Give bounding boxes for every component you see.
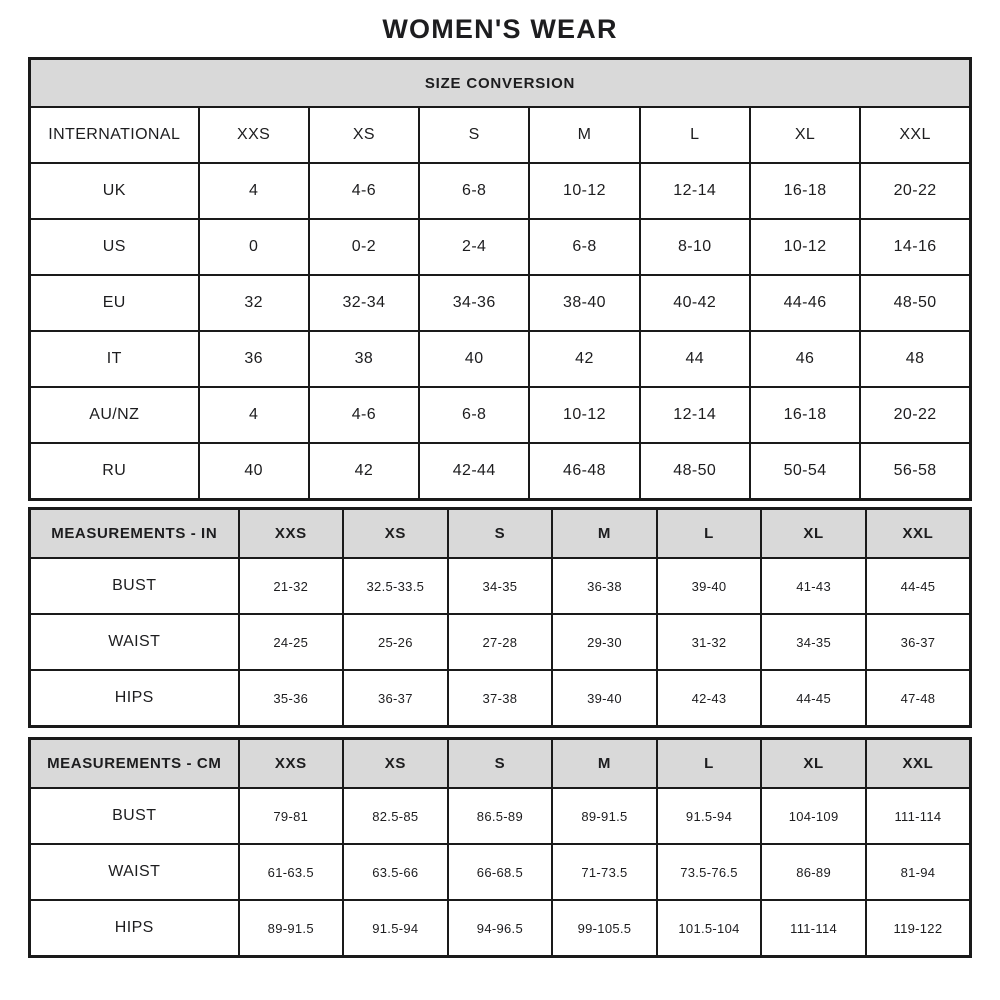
measurement-value-cell: 36-38 [552, 558, 657, 614]
measurement-value-cell: 119-122 [866, 900, 971, 957]
table-title-row [30, 59, 971, 108]
row-label-cell: AU/NZ [30, 387, 199, 443]
column-header-cell: XXS [239, 739, 344, 789]
size-value-cell: 44-46 [750, 275, 860, 331]
measurement-value-cell: 36-37 [343, 670, 448, 727]
measurement-value-cell: 42-43 [657, 670, 762, 727]
size-value-cell: 4 [199, 163, 309, 219]
row-label-cell: EU [30, 275, 199, 331]
size-value-cell: 40 [199, 443, 309, 500]
measurement-value-cell: 39-40 [657, 558, 762, 614]
table-row [30, 275, 971, 331]
measurement-value-cell: 81-94 [866, 844, 971, 900]
size-value-cell: 4-6 [309, 163, 419, 219]
column-header-cell: XL [761, 739, 866, 789]
table-title: MEASUREMENTS - IN [30, 509, 239, 559]
size-value-cell: 4 [199, 387, 309, 443]
column-header-row [30, 107, 971, 163]
table-row [30, 558, 971, 614]
size-value-cell: 32-34 [309, 275, 419, 331]
size-value-cell: 10-12 [529, 163, 639, 219]
size-value-cell: 12-14 [640, 387, 750, 443]
table-row [30, 844, 971, 900]
column-header-cell: S [448, 509, 553, 559]
column-header-cell: XL [761, 509, 866, 559]
table-row [30, 163, 971, 219]
size-conversion-table [28, 57, 972, 501]
measurement-value-cell: 29-30 [552, 614, 657, 670]
size-value-cell: 16-18 [750, 387, 860, 443]
measurement-value-cell: 104-109 [761, 788, 866, 844]
size-value-cell: 42 [529, 331, 639, 387]
measurement-value-cell: 79-81 [239, 788, 344, 844]
measurement-value-cell: 37-38 [448, 670, 553, 727]
measurement-value-cell: 82.5-85 [343, 788, 448, 844]
measurement-value-cell: 86.5-89 [448, 788, 553, 844]
row-label-cell: US [30, 219, 199, 275]
size-value-cell: 16-18 [750, 163, 860, 219]
column-header-cell: XXS [239, 509, 344, 559]
table-row [30, 614, 971, 670]
column-header-cell: XS [309, 107, 419, 163]
measurement-value-cell: 44-45 [866, 558, 971, 614]
page-title: WOMEN'S WEAR [382, 14, 618, 44]
size-value-cell: 34-36 [419, 275, 529, 331]
column-header-cell: XS [343, 509, 448, 559]
measurements-in-table [28, 507, 972, 728]
column-header-cell: INTERNATIONAL [30, 107, 199, 163]
measurement-value-cell: 44-45 [761, 670, 866, 727]
measurement-value-cell: 94-96.5 [448, 900, 553, 957]
measurement-value-cell: 63.5-66 [343, 844, 448, 900]
size-value-cell: 42 [309, 443, 419, 500]
measurements-cm-table [28, 737, 972, 958]
row-label-cell: RU [30, 443, 199, 500]
size-value-cell: 48-50 [860, 275, 970, 331]
measurement-value-cell: 47-48 [866, 670, 971, 727]
measurement-value-cell: 21-32 [239, 558, 344, 614]
measurement-value-cell: 27-28 [448, 614, 553, 670]
measurement-value-cell: 41-43 [761, 558, 866, 614]
table-row [30, 387, 971, 443]
measurement-value-cell: 101.5-104 [657, 900, 762, 957]
size-value-cell: 38-40 [529, 275, 639, 331]
size-value-cell: 20-22 [860, 163, 970, 219]
size-value-cell: 0 [199, 219, 309, 275]
column-header-cell: XXS [199, 107, 309, 163]
table-row [30, 788, 971, 844]
measurement-value-cell: 111-114 [761, 900, 866, 957]
column-header-cell: L [657, 739, 762, 789]
size-value-cell: 2-4 [419, 219, 529, 275]
measurement-value-cell: 89-91.5 [239, 900, 344, 957]
size-value-cell: 8-10 [640, 219, 750, 275]
size-value-cell: 46 [750, 331, 860, 387]
measurement-value-cell: 86-89 [761, 844, 866, 900]
measurement-value-cell: 89-91.5 [552, 788, 657, 844]
size-value-cell: 6-8 [529, 219, 639, 275]
measurement-value-cell: 34-35 [448, 558, 553, 614]
column-header-row [30, 509, 971, 559]
column-header-cell: M [552, 739, 657, 789]
column-header-cell: M [529, 107, 639, 163]
measurement-value-cell: 32.5-33.5 [343, 558, 448, 614]
row-label-cell: BUST [30, 788, 239, 844]
table-row [30, 443, 971, 500]
size-value-cell: 12-14 [640, 163, 750, 219]
table-row [30, 219, 971, 275]
row-label-cell: HIPS [30, 670, 239, 727]
table-row [30, 900, 971, 957]
size-value-cell: 32 [199, 275, 309, 331]
measurement-value-cell: 99-105.5 [552, 900, 657, 957]
column-header-cell: XL [750, 107, 860, 163]
size-value-cell: 14-16 [860, 219, 970, 275]
size-value-cell: 4-6 [309, 387, 419, 443]
column-header-row [30, 739, 971, 789]
column-header-cell: L [657, 509, 762, 559]
size-value-cell: 10-12 [529, 387, 639, 443]
row-label-cell: HIPS [30, 900, 239, 957]
size-value-cell: 56-58 [860, 443, 970, 500]
column-header-cell: L [640, 107, 750, 163]
size-value-cell: 36 [199, 331, 309, 387]
measurement-value-cell: 91.5-94 [657, 788, 762, 844]
measurement-value-cell: 31-32 [657, 614, 762, 670]
row-label-cell: WAIST [30, 614, 239, 670]
size-value-cell: 38 [309, 331, 419, 387]
measurement-value-cell: 34-35 [761, 614, 866, 670]
measurement-value-cell: 66-68.5 [448, 844, 553, 900]
size-value-cell: 20-22 [860, 387, 970, 443]
table-row [30, 331, 971, 387]
column-header-cell: M [552, 509, 657, 559]
column-header-cell: S [448, 739, 553, 789]
size-value-cell: 44 [640, 331, 750, 387]
measurement-value-cell: 24-25 [239, 614, 344, 670]
row-label-cell: IT [30, 331, 199, 387]
size-value-cell: 10-12 [750, 219, 860, 275]
measurement-value-cell: 73.5-76.5 [657, 844, 762, 900]
column-header-cell: XXL [860, 107, 970, 163]
measurement-value-cell: 91.5-94 [343, 900, 448, 957]
table-row [30, 670, 971, 727]
table-title: SIZE CONVERSION [30, 59, 971, 108]
size-value-cell: 6-8 [419, 163, 529, 219]
size-value-cell: 40 [419, 331, 529, 387]
row-label-cell: UK [30, 163, 199, 219]
size-value-cell: 48 [860, 331, 970, 387]
size-value-cell: 6-8 [419, 387, 529, 443]
column-header-cell: S [419, 107, 529, 163]
size-value-cell: 40-42 [640, 275, 750, 331]
size-value-cell: 42-44 [419, 443, 529, 500]
measurement-value-cell: 35-36 [239, 670, 344, 727]
measurement-value-cell: 71-73.5 [552, 844, 657, 900]
table-title: MEASUREMENTS - CM [30, 739, 239, 789]
column-header-cell: XXL [866, 509, 971, 559]
row-label-cell: BUST [30, 558, 239, 614]
size-value-cell: 50-54 [750, 443, 860, 500]
measurement-value-cell: 111-114 [866, 788, 971, 844]
measurement-value-cell: 25-26 [343, 614, 448, 670]
size-value-cell: 48-50 [640, 443, 750, 500]
size-value-cell: 0-2 [309, 219, 419, 275]
column-header-cell: XXL [866, 739, 971, 789]
measurement-value-cell: 36-37 [866, 614, 971, 670]
measurement-value-cell: 39-40 [552, 670, 657, 727]
measurement-value-cell: 61-63.5 [239, 844, 344, 900]
size-value-cell: 46-48 [529, 443, 639, 500]
row-label-cell: WAIST [30, 844, 239, 900]
column-header-cell: XS [343, 739, 448, 789]
